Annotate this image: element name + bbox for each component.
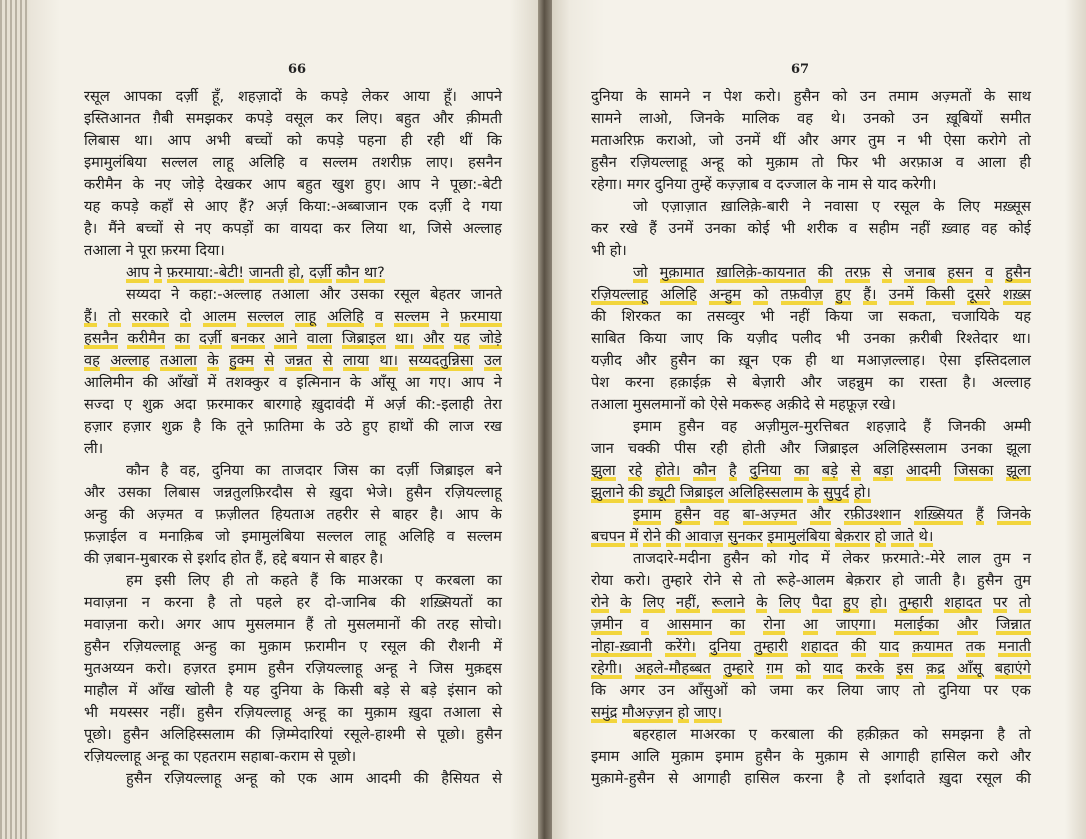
text-line: आलिमीन की आँखों में तशक्कुर व इत्मिनान के आँसू आ गए। आप ने [84,374,502,391]
text-line: इमाम हुसैन वह अज़ीमुल-मुरत्तिबत शहज़ादे हैं जिनकी अम्मी [633,418,1031,435]
text-line: माहौल में आँख खोली है यह दुनिया के किसी बड़े से बड़े इंसान को [84,682,502,699]
text-line: फ़ज़ाईल व मनाक़िब जो इमामुलंबिया सल्लल लाहू अलिहि व सल्लम [84,528,502,545]
text-line: ली। [84,440,104,457]
text-line: की ज़बान-मुबारक से इर्शाद होत हैं, हद्दे बयान से बाहर है। [84,550,384,567]
text-line: पूछो। हुसैन अलिहिस्सलाम की ज़िम्मेदारियां रसूले-हाश्मी से पूछो। हुसैन [84,726,502,743]
text-line: पेश करना हक़ाईक़ से बेज़ारी और जहन्नुम का रास्ता है। अल्लाह [591,374,1031,391]
text-line: भी मयस्सर नहीं। हुसैन रज़ियल्लाहू अन्हू का मुक़ाम ख़ुदा तआला से [84,704,502,721]
text-line: इमामुलंबिया सल्लल लाहू अलिहि व सल्लम तशरीफ़ लाए। हसनैन [84,154,502,171]
text-line: रसूल आपका दर्ज़ी हूँ, शहज़ादों के कपड़े लेकर आया हूँ। आपने [84,88,502,105]
text-line: करीमैन के नए जोड़े देखकर आप बहुत खुश हुए। आप ने पूछा:-बेटी [84,176,502,193]
text-line: साबित किया जाए कि यज़ीद पलीद भी उनका क़रीबी रिश्तेदार था। [591,330,1031,347]
text-line: जो मुक़ामात ख़ालिक़े-कायनात की तरफ़ से जनाब हसन व हुसैन [591,262,1031,284]
text-line: हसनैन करीमैन का दर्ज़ी बनकर आने वाला जिब्राइल था। और यह जोड़े [84,328,502,350]
text-line: अन्हु की अज़्मत व फ़ज़ीलत हियताअ तहरीर से बाहर है। आप के [84,506,502,523]
text-line: की शिरकत का तसव्वुर भी नहीं किया जा सकता, चजायिके यह [591,308,1031,325]
text-line: झुलाने की ड्यूटी जिब्राइल अलिहिस्सलाम के सुपुर्द हो। [591,482,1031,504]
text-line: समुंद्र मौअज़्ज़न हो जाए। [591,702,1031,724]
text-line: तआला ने पूरा फ़रमा दिया। [84,242,225,259]
text-line: सामने लाओ, जिनके मालिक वह थे। उनको उन ख़ूबियों समीत [591,110,1031,127]
text-line: ताजदारे-मदीना हुसैन को गोद में लेकर फ़रमाते:-मेरे लाल तुम न [633,550,1031,567]
text-line: रहेगा। मगर दुनिया तुम्हें कज़्ज़ाब व दज्जाल के नाम से याद करेगी। [591,176,937,193]
text-line: लिबास था। आप अभी बच्चों को कपड़े पहना ही रही थीं कि [84,132,502,149]
text-line: बचपन में रोने की आवाज़ सुनकर इमामुलंबिया बेक़रार हो जाते थे। [591,526,1031,548]
page-body-text [591,86,1031,790]
text-line: भी हो। [591,242,627,259]
page-number: 66 [288,62,307,77]
text-line: मवाज़ना करो। अगर आप मुसलमान हैं तो मुसलमानों की तरह सोचो। [84,616,502,633]
text-line: जो एज़ाज़ात ख़ालिक़े-बारी ने नवासा ए रसूल के लिए मख़्सूस [633,198,1031,215]
text-line: रहेगी। अहले-मौहब्बत तुम्हारे ग़म को याद करके इस क़द्र आँसू बहाएंगे [591,658,1031,680]
text-line: ज़मीन व आसमान का रोना आ जाएगा। मलाईका और जिन्नात [591,614,1031,636]
text-line: सय्यदा ने कहा:-अल्लाह तआला और उसका रसूल बेहतर जानते [126,286,502,303]
text-line: इमाम आलि मुक़ाम इमाम हुसैन के मुक़ाम से आगाही हासिल करो और [591,748,1031,765]
text-line: हुसैन रज़ियल्लाहू अन्हु का मुक़ाम फ़रामीन ए रसूल की रौशनी में [84,638,502,655]
text-line: यज़ीद और हुसैन का ख़ून एक ही था मआज़ल्लाह। ऐसा इस्तिदलाल [591,352,1031,369]
text-line: दुनिया के सामने न पेश करो। हुसैन को उन तमाम अज़्मतों के साथ [591,88,1031,105]
page-body-text [84,86,502,790]
text-line: रोने के लिए नहीं, रूलाने के लिए पैदा हुए हो। तुम्हारी शहादत पर तो [591,592,1031,614]
text-line: इस्तिआनत ग़ैबी समझकर कपड़े वसूल कर लिए। बहुत और क़ीमती [84,110,502,127]
text-line: कर रखे हैं उनमें उनका कोई भी शरीक व सहीम नहीं ख़्वाह वह कोई [591,220,1031,237]
text-line: है। मैंने बच्चों से नए कपड़ों का वायदा कर लिया था, जिसे अल्लाह [84,220,502,237]
text-line: वह अल्लाह तआला के हुक्म से जन्नत से लाया था। सय्यदतुन्निसा उल [84,350,502,372]
page-edge-stack [0,0,28,839]
text-line: मुतअय्यन करो। हज़रत इमाम हुसैन रज़ियल्लाहू अन्हू ने जिस मुक़द्दस [84,660,502,677]
text-line: नोहा-ख़्वानी करेंगे। दुनिया तुम्हारी शहादत की याद क़यामत तक मनाती [591,636,1031,658]
text-line: रज़ियल्लाहू अन्हू का एहतराम सहाबा-कराम से पूछो। [84,748,357,765]
text-line: जान चक्की पीस रही होती और जिब्राइल अलिहिस्सलाम उनका झूला [591,440,1031,457]
text-line: हैं। तो सरकारे दो आलम सल्लल लाहू अलिहि व सल्लम ने फ़रमाया [84,306,502,328]
right-page [545,0,1086,839]
text-line: कि अगर उन आँसुओं को जमा कर लिया जाए तो दुनिया पर एक [591,682,1031,699]
text-line: हम इसी लिए ही तो कहते हैं कि माअरका ए करबला का [126,572,502,589]
text-line: हुसैन रज़ियल्लाहू अन्हू को मुक़ाम तो फिर भी अरफ़ाअ व आला ही [591,154,1031,171]
text-line: झुला रहे होते। कौन है दुनिया का बड़े से बड़ा आदमी जिसका झूला [591,460,1031,482]
text-line: मताअरिफ़ कराओ, जो उनमें थीं और अगर तुम न भी ऐसा करोगे तो [591,132,1031,149]
text-line: कौन है वह, दुनिया का ताजदार जिस का दर्ज़ी जिब्राइल बने [126,462,502,479]
text-line: आप ने फ़रमाया:-बेटी! जानती हो, दर्ज़ी कौन था? [84,262,502,284]
text-line: मुक़ामे-हुसैन से आगाही हासिल करना है तो इर्शादाते ख़ुदा रसूल की [591,770,1031,787]
text-line: हज़ार हज़ार शुक्र है कि तूने फ़ातिमा के उठे हुए हाथों की लाज रख [84,418,502,435]
text-line: इमाम हुसैन वह बा-अज़्मत और रफ़ीउश्शान शख़्सियत हैं जिनके [591,504,1031,526]
text-line: मवाज़ना न करना है तो पहले हर दो-जानिब की शख़्सियतों का [84,594,502,611]
text-line: रोया करो। तुम्हारे रोने से तो रूहे-आलम बेक़रार हो जाती है। हुसैन तुम [591,572,1031,589]
book-gutter [538,0,552,839]
page-number: 67 [791,62,810,77]
text-line: बहरहाल माअरका ए करबाला की हक़ीक़त को समझना है तो [633,726,1031,743]
text-line: तआला मुसलमानों को ऐसे मकरूह अक़ीदे से महफ़ूज़ रखे। [591,396,896,413]
text-line: रज़ियल्लाहू अलिहि अन्हुम को तफ़वीज़ हुए हैं। उनमें किसी दूसरे शख़्स [591,284,1031,306]
text-line: और उसका लिबास जन्नतुलफ़िरदौस से ख़ुदा भेजे। हुसैन रज़ियल्लाहू [84,484,502,501]
text-line: हुसैन रज़ियल्लाहू अन्हू को एक आम आदमी की हैसियत से [126,770,502,787]
text-line: सज्दा ए शुक्र अदा फ़रमाकर बारगाहे ख़ुदावंदी में अर्ज़ की:-इलाही तेरा [84,396,502,413]
text-line: यह कपड़े कहाँ से आए हैं? अर्ज़ किया:-अब्बाजान एक दर्ज़ी दे गया [84,198,502,215]
